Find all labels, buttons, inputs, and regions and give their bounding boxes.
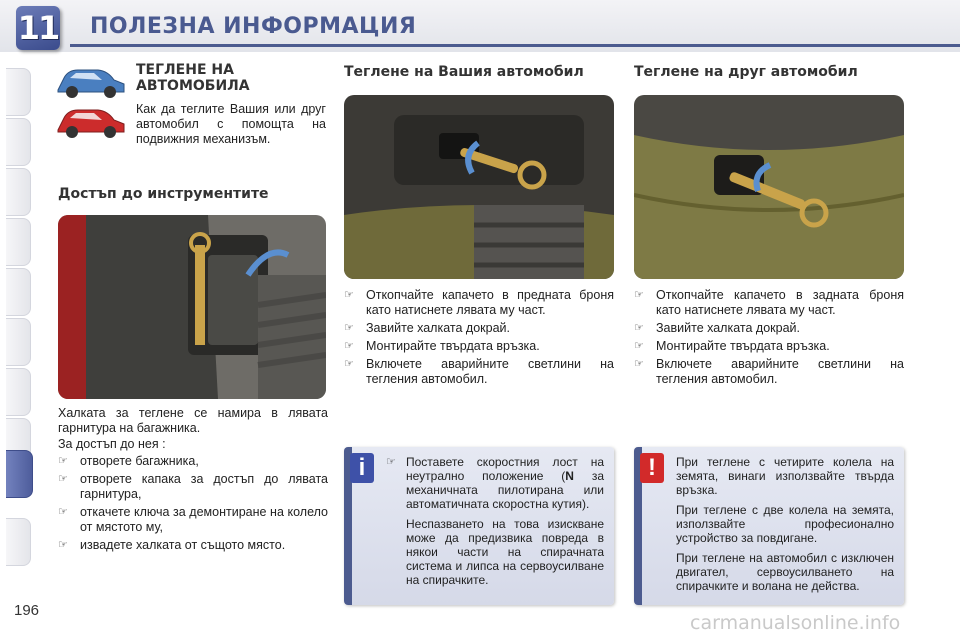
list-item: ☞ Включете аварийните светлини на тегления автомобил. — [344, 357, 614, 386]
bullet-icon: ☞ — [386, 456, 396, 468]
bullet-icon: ☞ — [634, 322, 644, 334]
list-item: ☞ отворете багажника, — [58, 454, 199, 468]
chapter-tab[interactable] — [6, 268, 31, 316]
chapter-tab[interactable] — [6, 318, 31, 366]
list-item: ☞ отворете капака за достъп до лявата гарнитура, — [58, 472, 328, 501]
trunk-photo — [58, 215, 326, 399]
chapter-tab-active[interactable] — [6, 450, 33, 498]
bullet-icon: ☞ — [344, 289, 354, 301]
bullet-icon: ☞ — [344, 340, 354, 352]
warning-paragraph: При теглене на автомобил с изключен двигател, сервоусилването на спирачките и волана не действа. — [676, 551, 894, 593]
chapter-tab[interactable] — [6, 368, 31, 416]
bullet-icon: ☞ — [634, 358, 644, 370]
front-bumper-photo — [344, 95, 614, 279]
access-heading: Достъп до инструментите — [58, 186, 269, 202]
intro-heading — [136, 62, 250, 94]
bullet-icon: ☞ — [58, 506, 68, 518]
bullet-icon: ☞ — [634, 289, 644, 301]
bullet-icon: ☞ — [344, 322, 354, 334]
blue-car-icon — [58, 70, 124, 98]
access-text-2: За достъп до нея : — [58, 437, 166, 451]
page-title: ПОЛЕЗНА ИНФОРМАЦИЯ — [90, 14, 417, 39]
warning-paragraph: При теглене с две колела на земята, използвайте професионално устройство за повдигане. — [676, 503, 894, 545]
info-bullet: ☞ Поставете скоростния лост на неутрално положение (N за механичната пилотирана или автоматичната скоростна кутия). — [386, 455, 604, 511]
list-item: ☞ откачете ключа за демонтиране на колело от мястото му, — [58, 505, 328, 534]
list-item: ☞ Завийте халката докрай. — [344, 321, 510, 335]
bullet-icon: ☞ — [58, 539, 68, 551]
list-item: ☞ Включете аварийните светлини на тегления автомобил. — [634, 357, 904, 386]
rear-bumper-photo — [634, 95, 904, 279]
chapter-tab[interactable] — [6, 68, 31, 116]
access-text-1: Халката за теглене се намира в лявата гарнитура на багажника. — [58, 406, 328, 435]
intro-text: Как да теглите Вашия или друг автомобил с помощта на подвижния механизъм. — [136, 102, 326, 146]
info-box — [344, 447, 614, 605]
warning-box-text — [676, 455, 894, 599]
warning-paragraph: При теглене с четирите колела на земята, винаги използвайте твърда връзка. — [676, 455, 894, 497]
other-car-heading: Теглене на друг автомобил — [634, 64, 858, 80]
chapter-tabs — [0, 60, 34, 580]
chapter-tab[interactable] — [6, 168, 31, 216]
bullet-icon: ☞ — [58, 473, 68, 485]
bullet-icon: ☞ — [344, 358, 354, 370]
access-steps — [58, 454, 328, 556]
list-item: ☞ извадете халката от същото място. — [58, 538, 286, 552]
bullet-icon: ☞ — [58, 455, 68, 467]
list-item: ☞ Откопчайте капачето в задната броня като натиснете лявата му част. — [634, 288, 904, 317]
intro-heading-line2: АВТОМОБИЛА — [136, 78, 250, 94]
chapter-number: 11 — [17, 9, 59, 47]
list-item: ☞ Завийте халката докрай. — [634, 321, 800, 335]
info-paragraph: Неспазването на това изискване може да предизвика повреда в някои части на спирачната система и липса на сервоусилване на спирачките. — [406, 517, 604, 587]
own-car-steps — [344, 288, 614, 390]
intro-heading-line1: ТЕГЛЕНЕ НА — [136, 62, 234, 78]
other-car-steps — [634, 288, 904, 390]
chapter-tab[interactable] — [6, 518, 31, 566]
watermark: carmanualsonline.info — [690, 612, 901, 634]
info-box-text — [386, 455, 604, 593]
list-item: ☞ Монтирайте твърдата връзка. — [344, 339, 540, 353]
warning-icon: ! — [640, 453, 664, 483]
list-item: ☞ Монтирайте твърдата връзка. — [634, 339, 830, 353]
bullet-icon: ☞ — [634, 340, 644, 352]
page-number: 196 — [14, 602, 40, 619]
info-icon: i — [350, 453, 374, 483]
chapter-tab[interactable] — [6, 118, 31, 166]
chapter-tab[interactable] — [6, 218, 31, 266]
car-icons — [54, 62, 128, 138]
warning-box — [634, 447, 904, 605]
list-item: ☞ Откопчайте капачето в предната броня като натиснете лявата му част. — [344, 288, 614, 317]
header-rule — [70, 44, 960, 47]
red-car-icon — [58, 110, 124, 138]
chapter-badge — [16, 6, 60, 50]
own-car-heading: Теглене на Вашия автомобил — [344, 64, 584, 80]
